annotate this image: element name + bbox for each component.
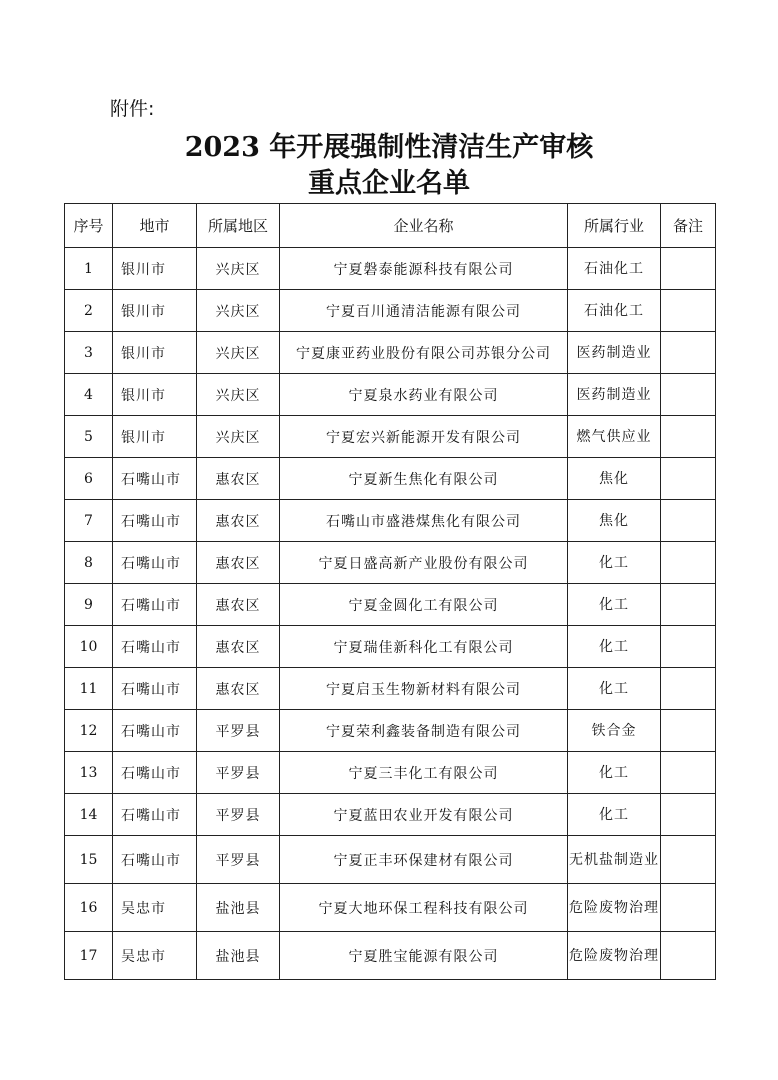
cell-district: 盐池县 bbox=[197, 932, 280, 980]
header-city: 地市 bbox=[113, 204, 197, 248]
cell-city: 吴忠市 bbox=[113, 932, 197, 980]
cell-district: 惠农区 bbox=[197, 668, 280, 710]
cell-note bbox=[661, 794, 716, 836]
table-row bbox=[65, 626, 716, 668]
cell-note bbox=[661, 584, 716, 626]
cell-note bbox=[661, 752, 716, 794]
cell-note bbox=[661, 416, 716, 458]
cell-city: 石嘴山市 bbox=[113, 752, 197, 794]
table-header-row bbox=[65, 204, 716, 248]
cell-note bbox=[661, 668, 716, 710]
cell-district: 平罗县 bbox=[197, 710, 280, 752]
cell-city: 银川市 bbox=[113, 332, 197, 374]
attachment-label: 附件: bbox=[110, 98, 155, 120]
cell-city: 石嘴山市 bbox=[113, 836, 197, 884]
cell-district: 兴庆区 bbox=[197, 248, 280, 290]
cell-company: 宁夏磐泰能源科技有限公司 bbox=[280, 248, 568, 290]
cell-district: 兴庆区 bbox=[197, 332, 280, 374]
table-row bbox=[65, 416, 716, 458]
cell-industry: 化工 bbox=[568, 626, 661, 668]
cell-city: 石嘴山市 bbox=[113, 794, 197, 836]
cell-industry: 燃气供应业 bbox=[568, 416, 661, 458]
cell-note bbox=[661, 836, 716, 884]
cell-district: 平罗县 bbox=[197, 752, 280, 794]
cell-company: 宁夏康亚药业股份有限公司苏银分公司 bbox=[280, 332, 568, 374]
cell-company: 宁夏金圆化工有限公司 bbox=[280, 584, 568, 626]
cell-industry: 铁合金 bbox=[568, 710, 661, 752]
cell-district: 惠农区 bbox=[197, 542, 280, 584]
cell-note bbox=[661, 542, 716, 584]
cell-company: 宁夏泉水药业有限公司 bbox=[280, 374, 568, 416]
cell-no: 14 bbox=[65, 794, 113, 836]
header-no: 序号 bbox=[65, 204, 113, 248]
cell-company: 宁夏正丰环保建材有限公司 bbox=[280, 836, 568, 884]
table-row bbox=[65, 710, 716, 752]
table-row bbox=[65, 668, 716, 710]
cell-industry: 石油化工 bbox=[568, 248, 661, 290]
cell-note bbox=[661, 626, 716, 668]
table-row bbox=[65, 332, 716, 374]
cell-district: 兴庆区 bbox=[197, 416, 280, 458]
header-company: 企业名称 bbox=[280, 204, 568, 248]
table-row bbox=[65, 884, 716, 932]
table-row bbox=[65, 458, 716, 500]
table-row bbox=[65, 542, 716, 584]
cell-district: 惠农区 bbox=[197, 584, 280, 626]
cell-company: 宁夏启玉生物新材料有限公司 bbox=[280, 668, 568, 710]
cell-district: 惠农区 bbox=[197, 458, 280, 500]
cell-company: 宁夏瑞佳新科化工有限公司 bbox=[280, 626, 568, 668]
cell-company: 宁夏百川通清洁能源有限公司 bbox=[280, 290, 568, 332]
cell-city: 石嘴山市 bbox=[113, 584, 197, 626]
cell-no: 8 bbox=[65, 542, 113, 584]
cell-no: 3 bbox=[65, 332, 113, 374]
cell-company: 宁夏蓝田农业开发有限公司 bbox=[280, 794, 568, 836]
cell-industry: 化工 bbox=[568, 668, 661, 710]
cell-city: 石嘴山市 bbox=[113, 710, 197, 752]
table-row bbox=[65, 290, 716, 332]
enterprise-list-table bbox=[64, 203, 716, 980]
cell-city: 吴忠市 bbox=[113, 884, 197, 932]
table-row bbox=[65, 752, 716, 794]
cell-company: 宁夏胜宝能源有限公司 bbox=[280, 932, 568, 980]
cell-company: 宁夏宏兴新能源开发有限公司 bbox=[280, 416, 568, 458]
cell-no: 2 bbox=[65, 290, 113, 332]
cell-industry: 医药制造业 bbox=[568, 332, 661, 374]
cell-note bbox=[661, 374, 716, 416]
cell-district: 兴庆区 bbox=[197, 374, 280, 416]
cell-no: 1 bbox=[65, 248, 113, 290]
cell-note bbox=[661, 932, 716, 980]
document-title-line1: 2023 年开展强制性清洁生产审核 bbox=[184, 132, 594, 163]
cell-industry: 石油化工 bbox=[568, 290, 661, 332]
cell-no: 16 bbox=[65, 884, 113, 932]
cell-city: 银川市 bbox=[113, 374, 197, 416]
cell-industry: 化工 bbox=[568, 794, 661, 836]
cell-no: 11 bbox=[65, 668, 113, 710]
table-row bbox=[65, 374, 716, 416]
cell-no: 15 bbox=[65, 836, 113, 884]
header-industry: 所属行业 bbox=[568, 204, 661, 248]
cell-district: 兴庆区 bbox=[197, 290, 280, 332]
cell-industry: 化工 bbox=[568, 584, 661, 626]
cell-no: 10 bbox=[65, 626, 113, 668]
cell-no: 6 bbox=[65, 458, 113, 500]
table-row bbox=[65, 500, 716, 542]
cell-no: 17 bbox=[65, 932, 113, 980]
cell-no: 4 bbox=[65, 374, 113, 416]
cell-no: 12 bbox=[65, 710, 113, 752]
cell-industry: 焦化 bbox=[568, 458, 661, 500]
cell-company: 宁夏日盛高新产业股份有限公司 bbox=[280, 542, 568, 584]
cell-note bbox=[661, 290, 716, 332]
cell-company: 宁夏荣利鑫装备制造有限公司 bbox=[280, 710, 568, 752]
table-row bbox=[65, 932, 716, 980]
cell-note bbox=[661, 710, 716, 752]
table-row bbox=[65, 248, 716, 290]
cell-industry: 焦化 bbox=[568, 500, 661, 542]
cell-industry: 危险废物治理 bbox=[568, 932, 661, 980]
table-row bbox=[65, 584, 716, 626]
table-body bbox=[65, 248, 716, 980]
cell-district: 惠农区 bbox=[197, 500, 280, 542]
header-note: 备注 bbox=[661, 204, 716, 248]
cell-industry: 化工 bbox=[568, 542, 661, 584]
cell-company: 宁夏大地环保工程科技有限公司 bbox=[280, 884, 568, 932]
cell-company: 宁夏三丰化工有限公司 bbox=[280, 752, 568, 794]
cell-city: 石嘴山市 bbox=[113, 668, 197, 710]
header-district: 所属地区 bbox=[197, 204, 280, 248]
cell-industry: 无机盐制造业 bbox=[568, 836, 661, 884]
cell-industry: 危险废物治理 bbox=[568, 884, 661, 932]
cell-district: 平罗县 bbox=[197, 836, 280, 884]
document-title-line2: 重点企业名单 bbox=[308, 168, 470, 199]
cell-city: 银川市 bbox=[113, 290, 197, 332]
cell-industry: 医药制造业 bbox=[568, 374, 661, 416]
cell-no: 9 bbox=[65, 584, 113, 626]
cell-no: 13 bbox=[65, 752, 113, 794]
cell-note bbox=[661, 884, 716, 932]
cell-city: 石嘴山市 bbox=[113, 626, 197, 668]
cell-note bbox=[661, 332, 716, 374]
cell-city: 银川市 bbox=[113, 416, 197, 458]
cell-company: 石嘴山市盛港煤焦化有限公司 bbox=[280, 500, 568, 542]
cell-company: 宁夏新生焦化有限公司 bbox=[280, 458, 568, 500]
cell-industry: 化工 bbox=[568, 752, 661, 794]
cell-note bbox=[661, 500, 716, 542]
cell-no: 7 bbox=[65, 500, 113, 542]
cell-district: 惠农区 bbox=[197, 626, 280, 668]
cell-note bbox=[661, 248, 716, 290]
cell-district: 盐池县 bbox=[197, 884, 280, 932]
table-row bbox=[65, 836, 716, 884]
cell-note bbox=[661, 458, 716, 500]
cell-city: 石嘴山市 bbox=[113, 458, 197, 500]
cell-no: 5 bbox=[65, 416, 113, 458]
table-row bbox=[65, 794, 716, 836]
cell-city: 银川市 bbox=[113, 248, 197, 290]
cell-district: 平罗县 bbox=[197, 794, 280, 836]
cell-city: 石嘴山市 bbox=[113, 542, 197, 584]
cell-city: 石嘴山市 bbox=[113, 500, 197, 542]
